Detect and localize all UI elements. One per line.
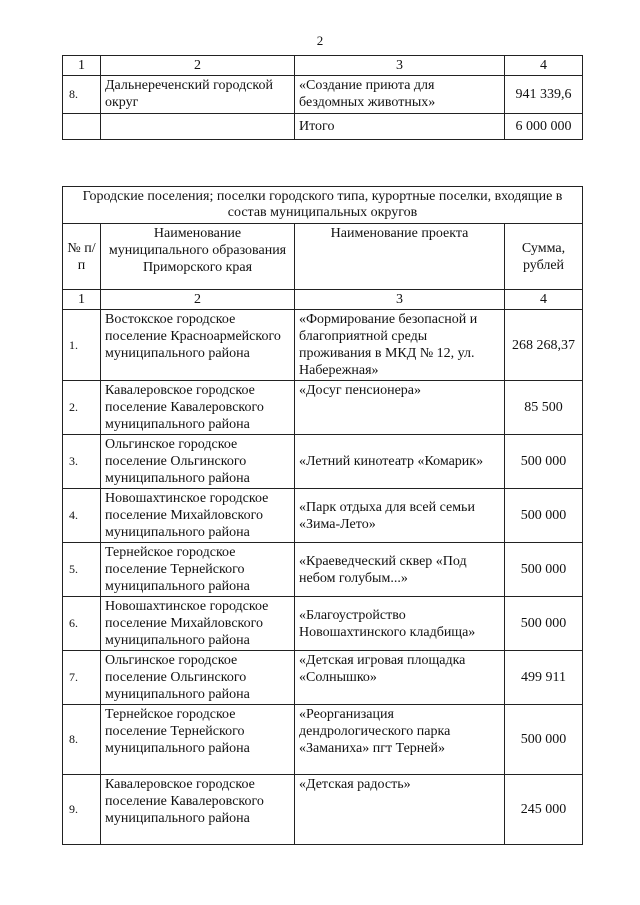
table-row	[63, 705, 583, 775]
table-title-row	[63, 187, 583, 224]
row-municipality: Дальнереченский городской округ	[101, 76, 295, 114]
header-sum: Сумма, рублей	[505, 224, 583, 290]
col-number-3: 3	[295, 56, 505, 76]
col-number-2: 2	[101, 290, 295, 310]
row-number: 3.	[63, 435, 101, 489]
table-row	[63, 543, 583, 597]
row-municipality: Тернейское городское поселение Тернейского муниципального района	[101, 705, 295, 775]
row-sum: 500 000	[505, 435, 583, 489]
row-sum: 500 000	[505, 597, 583, 651]
col-number-4: 4	[505, 56, 583, 76]
row-sum: 499 911	[505, 651, 583, 705]
table-title: Городские поселения; поселки городского типа, курортные поселки, входящие в состав муниципальных округов	[63, 187, 583, 224]
row-sum: 500 000	[505, 705, 583, 775]
row-number: 6.	[63, 597, 101, 651]
top-table	[62, 55, 583, 140]
row-number: 7.	[63, 651, 101, 705]
table-row	[63, 435, 583, 489]
col-number-1: 1	[63, 290, 101, 310]
header-row	[63, 224, 583, 290]
col-numbers-row	[63, 290, 583, 310]
row-sum: 500 000	[505, 543, 583, 597]
row-project: «Детская радость»	[295, 775, 505, 845]
table-row	[63, 381, 583, 435]
row-project: «Досуг пенсионера»	[295, 381, 505, 435]
row-sum: 941 339,6	[505, 76, 583, 114]
table-row	[63, 597, 583, 651]
row-municipality: Тернейское городское поселение Тернейского муниципального района	[101, 543, 295, 597]
table-row	[63, 775, 583, 845]
row-project: «Создание приюта для бездомных животных»	[295, 76, 505, 114]
total-label: Итого	[295, 114, 505, 140]
total-value: 6 000 000	[505, 114, 583, 140]
row-project: «Летний кинотеатр «Комарик»	[295, 435, 505, 489]
row-municipality: Новошахтинское городское поселение Михайловского муниципального района	[101, 597, 295, 651]
row-sum: 85 500	[505, 381, 583, 435]
row-municipality: Ольгинское городское поселение Ольгинского муниципального района	[101, 651, 295, 705]
empty-cell	[101, 114, 295, 140]
table-row	[63, 651, 583, 705]
row-project: «Парк отдыха для всей семьи «Зима-Лето»	[295, 489, 505, 543]
row-number: 2.	[63, 381, 101, 435]
row-sum: 268 268,37	[505, 310, 583, 381]
row-project: «Реорганизация дендрологического парка «Заманиха» пгт Терней»	[295, 705, 505, 775]
col-number-1: 1	[63, 56, 101, 76]
row-municipality: Востокское городское поселение Красноармейского муниципального района	[101, 310, 295, 381]
col-number-2: 2	[101, 56, 295, 76]
row-number: 8.	[63, 705, 101, 775]
row-municipality: Ольгинское городское поселение Ольгинского муниципального района	[101, 435, 295, 489]
header-project: Наименование проекта	[295, 224, 505, 290]
row-project: «Формирование безопасной и благоприятной среды проживания в МКД № 12, ул. Набережная»	[295, 310, 505, 381]
header-municipality: Наименование муниципального образования Приморского края	[101, 224, 295, 290]
row-project: «Краеведческий сквер «Под небом голубым...»	[295, 543, 505, 597]
row-municipality: Кавалеровское городское поселение Кавалеровского муниципального района	[101, 775, 295, 845]
top-table-header-row	[63, 56, 583, 76]
table-row	[63, 310, 583, 381]
row-number: 5.	[63, 543, 101, 597]
page-number: 2	[316, 33, 324, 48]
row-project: «Детская игровая площадка «Солнышко»	[295, 651, 505, 705]
row-number: 9.	[63, 775, 101, 845]
row-municipality: Кавалеровское городское поселение Кавалеровского муниципального района	[101, 381, 295, 435]
main-table	[62, 186, 583, 845]
row-number: 8.	[63, 76, 101, 114]
row-sum: 245 000	[505, 775, 583, 845]
header-num: № п/п	[63, 224, 101, 290]
row-number: 4.	[63, 489, 101, 543]
row-number: 1.	[63, 310, 101, 381]
col-number-3: 3	[295, 290, 505, 310]
table-row	[63, 489, 583, 543]
row-sum: 500 000	[505, 489, 583, 543]
total-row	[63, 114, 583, 140]
col-number-4: 4	[505, 290, 583, 310]
table-row	[63, 76, 583, 114]
row-project: «Благоустройство Новошахтинского кладбища»	[295, 597, 505, 651]
empty-cell	[63, 114, 101, 140]
row-municipality: Новошахтинское городское поселение Михайловского муниципального района	[101, 489, 295, 543]
